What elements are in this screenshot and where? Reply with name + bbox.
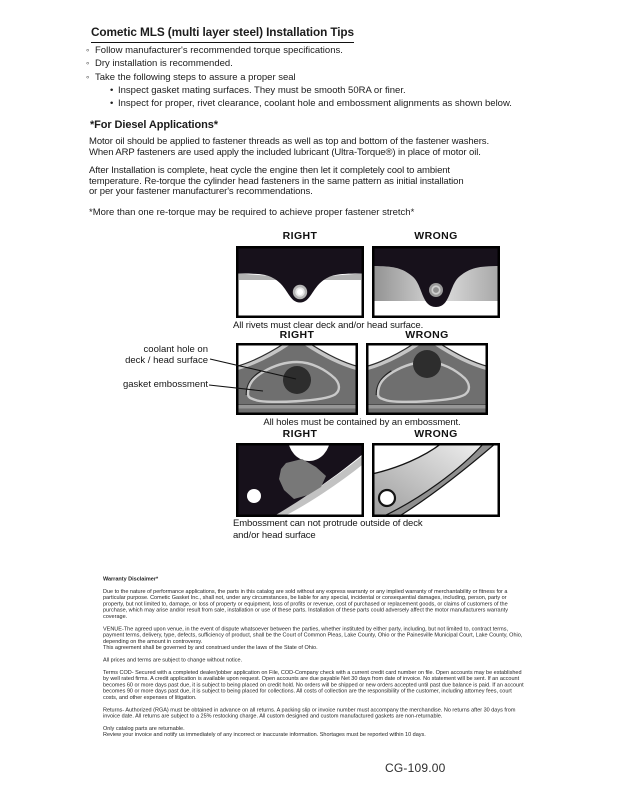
diesel-paragraph-2 <box>89 166 464 198</box>
warranty-disclaimer-block <box>103 576 527 756</box>
label-line: deck / head surface <box>125 355 208 366</box>
list-item-text: Dry installation is recommended. <box>95 58 233 70</box>
list-item-text: Inspect for proper, rivet clearance, coolant hole and embossment alignments as shown below. <box>118 98 512 110</box>
coolant-hole-wrong-diagram <box>366 343 488 415</box>
document-number: CG-109.00 <box>385 761 446 775</box>
warranty-paragraph: This agreement shall be governed by and construed under the laws of the State of Ohio. <box>103 644 318 651</box>
list-item <box>86 57 512 70</box>
right-label: RIGHT <box>279 329 315 341</box>
page-title: Cometic MLS (multi layer steel) Installation Tips <box>91 25 354 43</box>
coolant-hole-label <box>60 344 208 366</box>
figure-caption-1: All rivets must clear deck and/or head surface. <box>233 320 424 331</box>
list-item-text: Follow manufacturer's recommended torque specifications. <box>95 45 343 56</box>
wrong-label: WRONG <box>405 329 449 341</box>
warranty-paragraph: VENUE-The agreed upon venue, in the event of dispute whatsoever between the parties, whether instituted by either party, including, but not limited to, contract terms, payment terms, delivery, type, defects, sufficiency of product, shall be the Court of Common Pleas, Lake County, Ohio or the Painesville Municipal Court, Lake County, Ohio, depending on the amount in controversy. <box>103 625 523 645</box>
warranty-paragraph: Review your invoice and notify us immediately of any incorrect or inaccurate information. Shortages must be reported within 10 days. <box>103 731 426 738</box>
embossment-right-diagram <box>236 443 364 517</box>
wrong-label: WRONG <box>414 230 458 242</box>
retorque-note: *More than one re-torque may be required to achieve proper fastener stretch* <box>89 207 415 218</box>
list-item <box>86 71 512 84</box>
diesel-paragraph-1 <box>89 137 489 158</box>
warranty-paragraph: Terms COD- Secured with a completed dealer/jobber application on File, COD-Company check with a current credit card number on file. Open accounts may be established by well rated firms. A credit application is available upon request. Open accounts are due payable Net 30 days from date of invoice. No statement will be sent. If an account becomes 60 or more days past due, it is subject to being placed on credit hold. No orders will be shipped or new orders accepted until past due balance is paid. If an account becomes 90 or more days past due, it is subject to being placed for collections. All costs of collection are the responsibility of the customer, including attorney fees, court costs, and other expenses of litigation. <box>103 669 524 701</box>
embossment-wrong-diagram <box>372 443 500 517</box>
sub-list-item <box>86 84 512 97</box>
coolant-hole-right-diagram <box>236 343 358 415</box>
list-item-text: Inspect gasket mating surfaces. They must be smooth 50RA or finer. <box>118 84 406 96</box>
warranty-paragraph: Returns- Authorized (RGA) must be obtained in advance on all returns. A packing slip or invoice number must accompany the merchandise. No returns after 30 days from invoice date. All returns are subject to a 25% restocking charge. All custom designed and custom manufactured gaskets are non-returnable. <box>103 706 516 720</box>
warranty-paragraph: All prices and terms are subject to change without notice. <box>103 656 243 663</box>
rivet-right-diagram <box>236 246 364 318</box>
warranty-paragraph: Due to the nature of performance applications, the parts in this catalog are sold without any express warranty or any implied warranty of merchantability or fitness for a particular purpose. Cometic Gasket Inc., shall not, under any circumstances, be liable for any special, incidental or consequential damages, including, person, party or property, but not limited to, damage, or loss of property or equipment, loss of profits or revenue, cost of purchased or replacement goods, or claims of customers of the purchase, which may arise and/or result from sale, installation or use of these parts. Installation of these parts could adversely affect the motor manufacturers warranty coverage. <box>103 588 508 620</box>
list-item-text: Take the following steps to assure a proper seal <box>95 71 296 83</box>
hollow-bullet-icon: ◦ <box>86 58 90 70</box>
solid-bullet-icon: • <box>110 84 114 96</box>
rivet-wrong-diagram <box>372 246 500 318</box>
paragraph-line: When ARP fasteners are used apply the included lubricant (Ultra-Torque®) in place of motor oil. <box>89 146 481 158</box>
paragraph-line: temperature. Re-torque the cylinder head fasteners in the same pattern as initial installation <box>89 175 464 187</box>
hollow-bullet-icon: ◦ <box>86 71 90 83</box>
solid-bullet-icon: • <box>110 98 114 110</box>
installation-tips-list <box>86 44 512 110</box>
paragraph-line: Motor oil should be applied to fastener threads as well as top and bottom of the fastener washers. <box>89 136 489 147</box>
list-item <box>86 44 512 57</box>
caption-line: Embossment can not protrude outside of deck <box>233 518 423 529</box>
label-line: coolant hole on <box>143 344 208 355</box>
caption-line: and/or head surface <box>233 529 316 541</box>
warranty-heading: Warranty Disclaimer* <box>103 576 159 582</box>
figure-caption-2: All holes must be contained by an embossment. <box>263 417 461 428</box>
right-label: RIGHT <box>282 230 318 242</box>
paragraph-line: or per your fastener manufacturer's recommendations. <box>89 186 313 197</box>
right-label: RIGHT <box>282 428 318 440</box>
figure-caption-3 <box>233 518 423 541</box>
gasket-embossment-label: gasket embossment <box>122 379 208 390</box>
hollow-bullet-icon: ◦ <box>86 45 90 56</box>
wrong-label: WRONG <box>414 428 458 440</box>
diesel-applications-heading: *For Diesel Applications* <box>90 119 218 131</box>
sub-list-item <box>86 97 512 110</box>
paragraph-line: After Installation is complete, heat cycle the engine then let it completely cool to ambient <box>89 165 450 176</box>
warranty-paragraph: Only catalog parts are returnable. <box>103 725 185 732</box>
